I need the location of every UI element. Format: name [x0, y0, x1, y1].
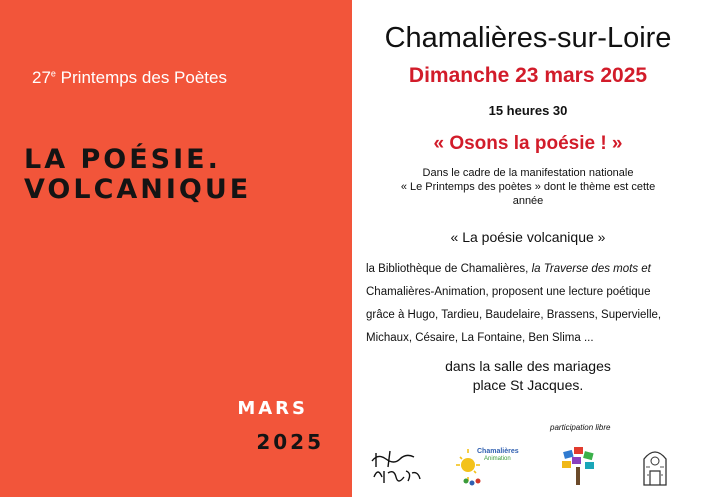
event-date: Dimanche 23 mars 2025 — [408, 64, 648, 87]
town-title: Chamalières-sur-Loire — [384, 22, 672, 54]
month-label: MARS — [237, 398, 308, 419]
description-line-3: grâce à Hugo, Tardieu, Baudelaire, Brassens, Supervielle, — [366, 309, 662, 321]
description-line-1-italic: la Traverse des mots et — [531, 263, 651, 275]
edition-text: Printemps des Poètes — [55, 68, 227, 87]
year-label: 2025 — [256, 430, 324, 454]
bibliotheque-logo — [558, 445, 598, 487]
venue-line-2: place St Jacques. — [472, 377, 584, 393]
context-line-1: Dans le cadre de la manifestation nationale — [422, 167, 634, 179]
printemps-logo-icon — [366, 445, 426, 487]
description-line-1-start: la Bibliothèque de Chamalières, — [366, 263, 532, 275]
context-line-2: « Le Printemps des poètes » dont le thème est cette — [400, 181, 656, 193]
chamalieres-logo-text: Chamalières — [477, 448, 519, 455]
event-title: « Osons la poésie ! » — [433, 133, 623, 154]
venue-line-1: dans la salle des mariages — [445, 358, 611, 374]
church-logo — [640, 445, 670, 487]
edition-superscript: e — [50, 68, 56, 79]
church-icon — [640, 445, 670, 487]
theme-quote: « La poésie volcanique » — [450, 229, 606, 245]
context-line-3: année — [512, 195, 544, 207]
description-line-2: Chamalières-Animation, proposent une lecture poétique — [366, 286, 651, 298]
book-tree-icon — [558, 445, 598, 487]
event-description — [366, 258, 698, 350]
edition-number: 27 — [32, 68, 51, 87]
right-panel — [352, 0, 704, 497]
description-line-1 — [366, 258, 698, 281]
event-time: 15 heures 30 — [488, 103, 568, 118]
participation-note: participation libre — [550, 423, 611, 432]
edition-heading — [32, 68, 227, 88]
event-context — [372, 166, 684, 208]
description-line-4: Michaux, Césaire, La Fontaine, Ben Slima ... — [366, 332, 594, 344]
printemps-des-poetes-logo — [366, 445, 426, 487]
theme-line-1: LA POÉSIE. — [24, 144, 221, 175]
theme-line-2: VOLCANIQUE — [24, 174, 252, 205]
chamalieres-animation-logo — [456, 445, 519, 487]
event-venue — [352, 357, 704, 395]
animation-logo-text: Animation — [484, 456, 511, 462]
theme-title — [24, 145, 251, 205]
